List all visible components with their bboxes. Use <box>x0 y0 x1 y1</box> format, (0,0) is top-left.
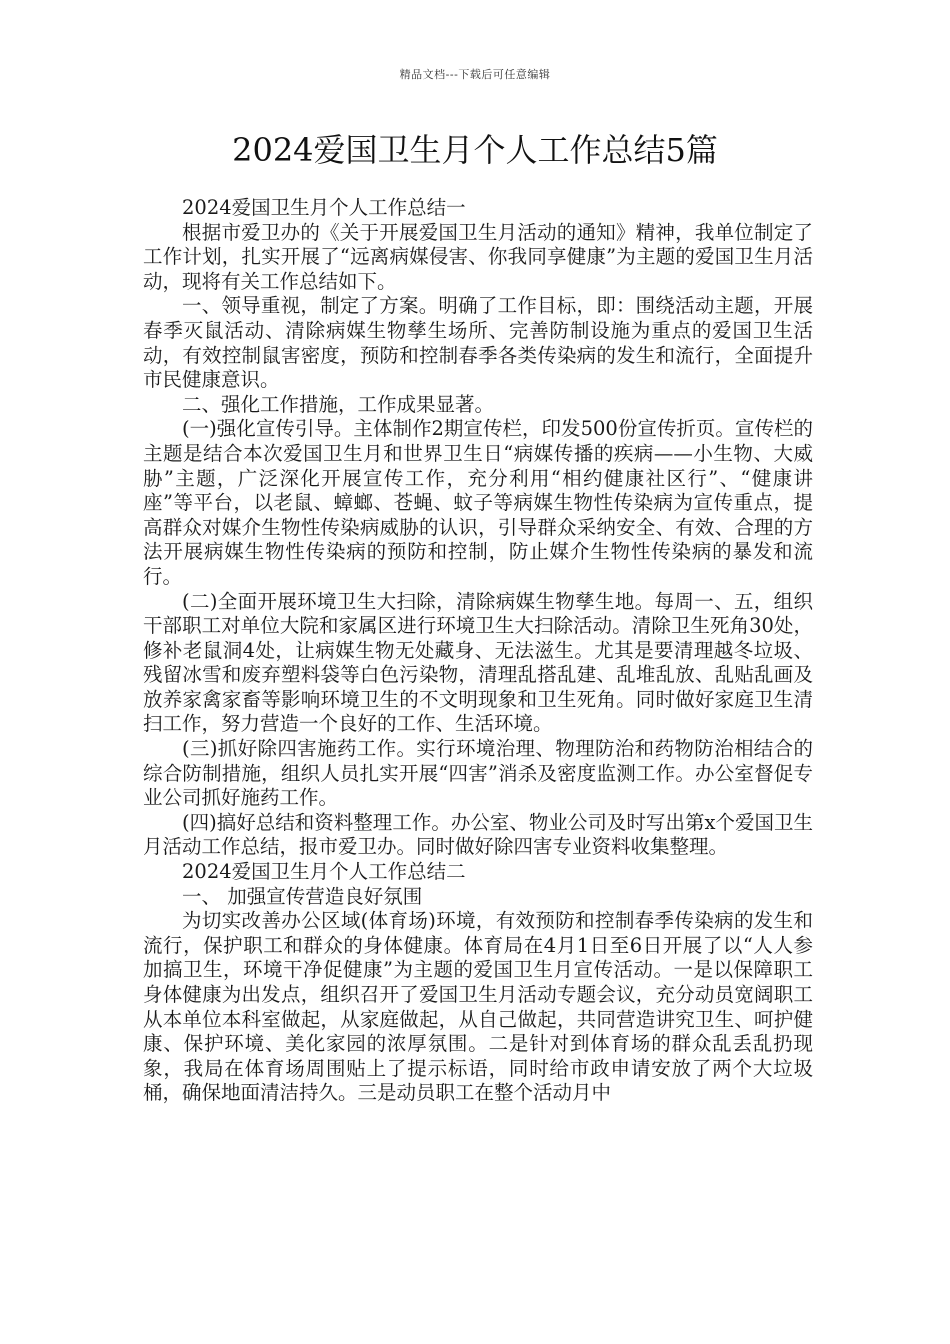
paragraph: 一、 加强宣传营造良好氛围 <box>182 884 423 908</box>
section-heading-1: 2024爱国卫生月个人工作总结一 <box>182 196 466 219</box>
paragraph: (一)强化宣传引导。主体制作2期宣传栏，印发500份宣传折页。宣传栏的主题是结合本次爱国卫生月和世界卫生日“病媒传播的疾病——小生物、大威胁”主题，广泛深化开展宣传工作，充分利用“相约健康社区行”、“健康讲座”等平台，以老鼠、蟑螂、苍蝇、蚊子等病媒生物性传染病为宣传重点，提高群众对媒介生物性传染病威胁的认识，引导群众采纳安全、有效、合理的方法开展病媒生物性传染病的预防和控制，防止媒介生物性传染病的暴发和流行。 <box>143 417 813 588</box>
paragraph: 为切实改善办公区域(体育场)环境，有效预防和控制春季传染病的发生和流行，保护职工和群众的身体健康。体育局在4月1日至6日开展了以“人人参加搞卫生，环境干净促健康”为主题的爱国卫生月宣传活动。一是以保障职工身体健康为出发点，组织召开了爱国卫生月活动专题会议，充分动员宽阔职工从本单位本科室做起，从家庭做起，从自己做起，共同营造讲究卫生、呵护健康、保护环境、美化家园的浓厚氛围。二是针对到体育场的群众乱丢乱扔现象，我局在体育场周围贴上了提示标语，同时给市政申请安放了两个大垃圾桶，确保地面清洁持久。三是动员职工在整个活动月中 <box>143 909 813 1105</box>
paragraph: 二、强化工作措施，工作成果显著。 <box>182 392 495 416</box>
paragraph: (四)搞好总结和资料整理工作。办公室、物业公司及时写出第x个爱国卫生月活动工作总结，报市爱卫办。同时做好除四害专业资料收集整理。 <box>143 810 813 859</box>
document-title: 2024爱国卫生月个人工作总结5篇 <box>232 131 718 169</box>
paragraph: (二)全面开展环境卫生大扫除，清除病媒生物孳生地。每周一、五，组织干部职工对单位大院和家属区进行环境卫生大扫除活动。清除卫生死角30处，修补老鼠洞4处，让病媒生物无处藏身、无法滋生。尤其是要清理越冬垃圾、残留冰雪和废弃塑料袋等白色污染物，清理乱搭乱建、乱堆乱放、乱贴乱画及放养家禽家畜等影响环境卫生的不文明现象和卫生死角。同时做好家庭卫生清扫工作，努力营造一个良好的工作、生活环境。 <box>143 589 813 736</box>
paragraph: 一、领导重视，制定了方案。明确了工作目标，即：围绕活动主题，开展春季灭鼠活动、清除病媒生物孳生场所、完善防制设施为重点的爱国卫生活动，有效控制鼠害密度，预防和控制春季各类传染病的发生和流行，全面提升市民健康意识。 <box>143 294 813 392</box>
paragraph: (三)抓好除四害施药工作。实行环境治理、物理防治和药物防治相结合的综合防制措施，组织人员扎实开展“四害”消杀及密度监测工作。办公室督促专业公司抓好施药工作。 <box>143 737 813 810</box>
header-note: 精品文档---下载后可任意编辑 <box>399 68 551 81</box>
document-body <box>143 196 813 1106</box>
section-heading-2: 2024爱国卫生月个人工作总结二 <box>182 860 466 884</box>
paragraph: 根据市爱卫办的《关于开展爱国卫生月活动的通知》精神，我单位制定了工作计划，扎实开展了“远离病媒侵害、你我同享健康”为主题的爱国卫生月活动，现将有关工作总结如下。 <box>143 220 813 293</box>
